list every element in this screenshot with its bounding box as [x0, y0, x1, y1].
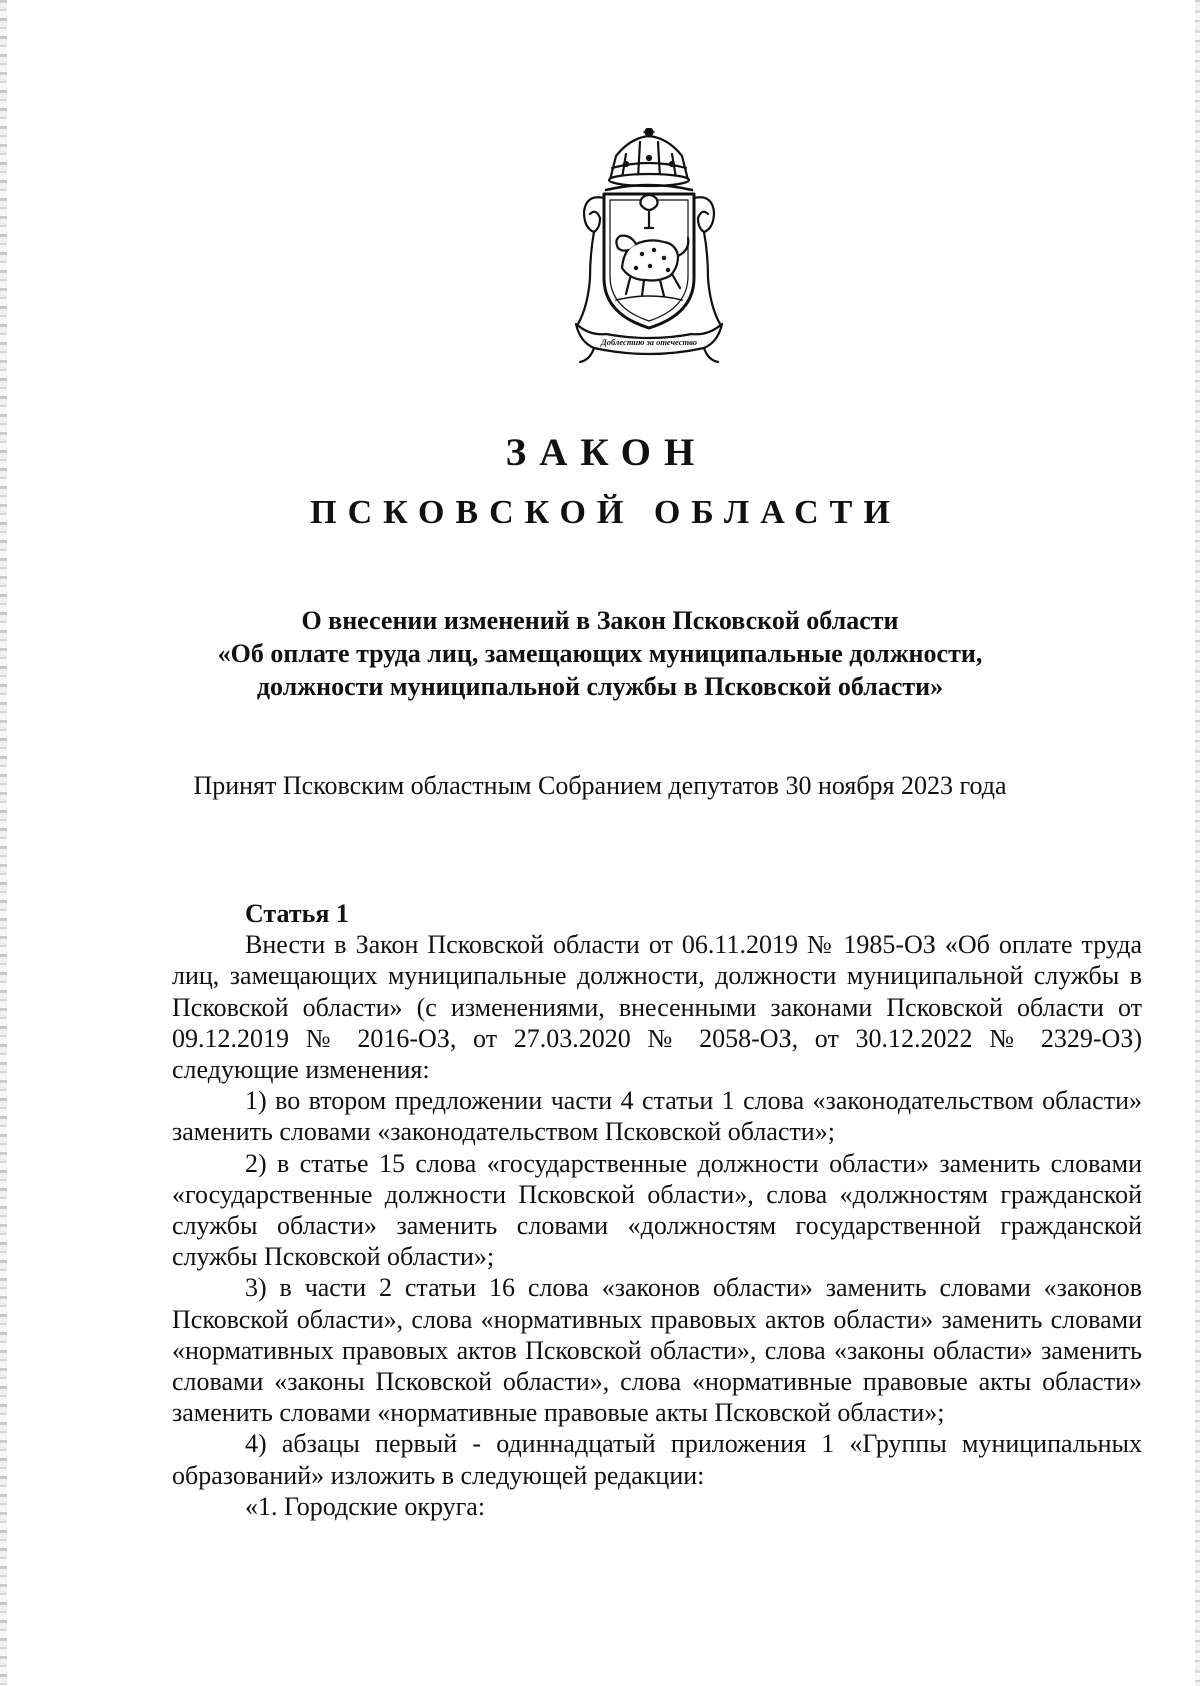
amendment-item: 4) абзацы первый - одиннадцатый приложения 1 «Группы муниципальных образований» изложить в следующей редакции:	[172, 1429, 1142, 1490]
scan-edge-right	[1195, 0, 1200, 1686]
emblem-motto: Доблестию за отечество	[600, 337, 698, 347]
amendment-item: «1. Городские округа:	[245, 1491, 486, 1521]
amendment-item: 1) во втором предложении части 4 статьи 1 слова «законодательством области» заменить словами «законодательством Псковской области»;	[172, 1086, 1142, 1147]
coat-of-arms-icon	[560, 128, 738, 374]
adoption-statement: Принят Псковским областным Собранием депутатов 30 ноября 2023 года	[193, 771, 1007, 800]
law-body	[172, 898, 1142, 1522]
scan-edge-left	[0, 0, 7, 1686]
heading-line: «Об оплате труда лиц, замещающих муниципальные должности,	[217, 639, 983, 668]
article-intro: Внести в Закон Псковской области от 06.11.2019 № 1985-ОЗ «Об оплате труда лиц, замещающих муниципальные должности, должности муниципальной службы в Псковской области» (с изменениями, внесенными законами Псковской области от 09.12.2019 № 2016-ОЗ, от 27.03.2020 № 2058-ОЗ, от 30.12.2022 № 2329-ОЗ) следующие изменения:	[172, 930, 1142, 1085]
heading-line: должности муниципальной службы в Псковской области»	[256, 672, 944, 701]
article-title: Статья 1	[245, 899, 349, 928]
region-title: ПСКОВСКОЙ ОБЛАСТИ	[310, 494, 901, 531]
heading-line: О внесении изменений в Закон Псковской области	[301, 606, 899, 635]
amendment-item: 3) в части 2 статьи 16 слова «законов области» заменить словами «законов Псковской области», слова «нормативных правовых актов области» заменить словами «нормативных правовых актов Псковской области», слова «законы области» заменить словами «законы Псковской области», слова «нормативные правовые акты области» заменить словами «нормативные правовые акты Псковской области»;	[172, 1273, 1142, 1428]
amendment-item: 2) в статье 15 слова «государственные должности области» заменить словами «государственные должности Псковской области», слова «должностям гражданской службы области» заменить словами «должностям государственной гражданской службы Псковской области»;	[172, 1148, 1142, 1272]
document-type-title: ЗАКОН	[505, 431, 708, 474]
law-heading	[0, 604, 1200, 703]
